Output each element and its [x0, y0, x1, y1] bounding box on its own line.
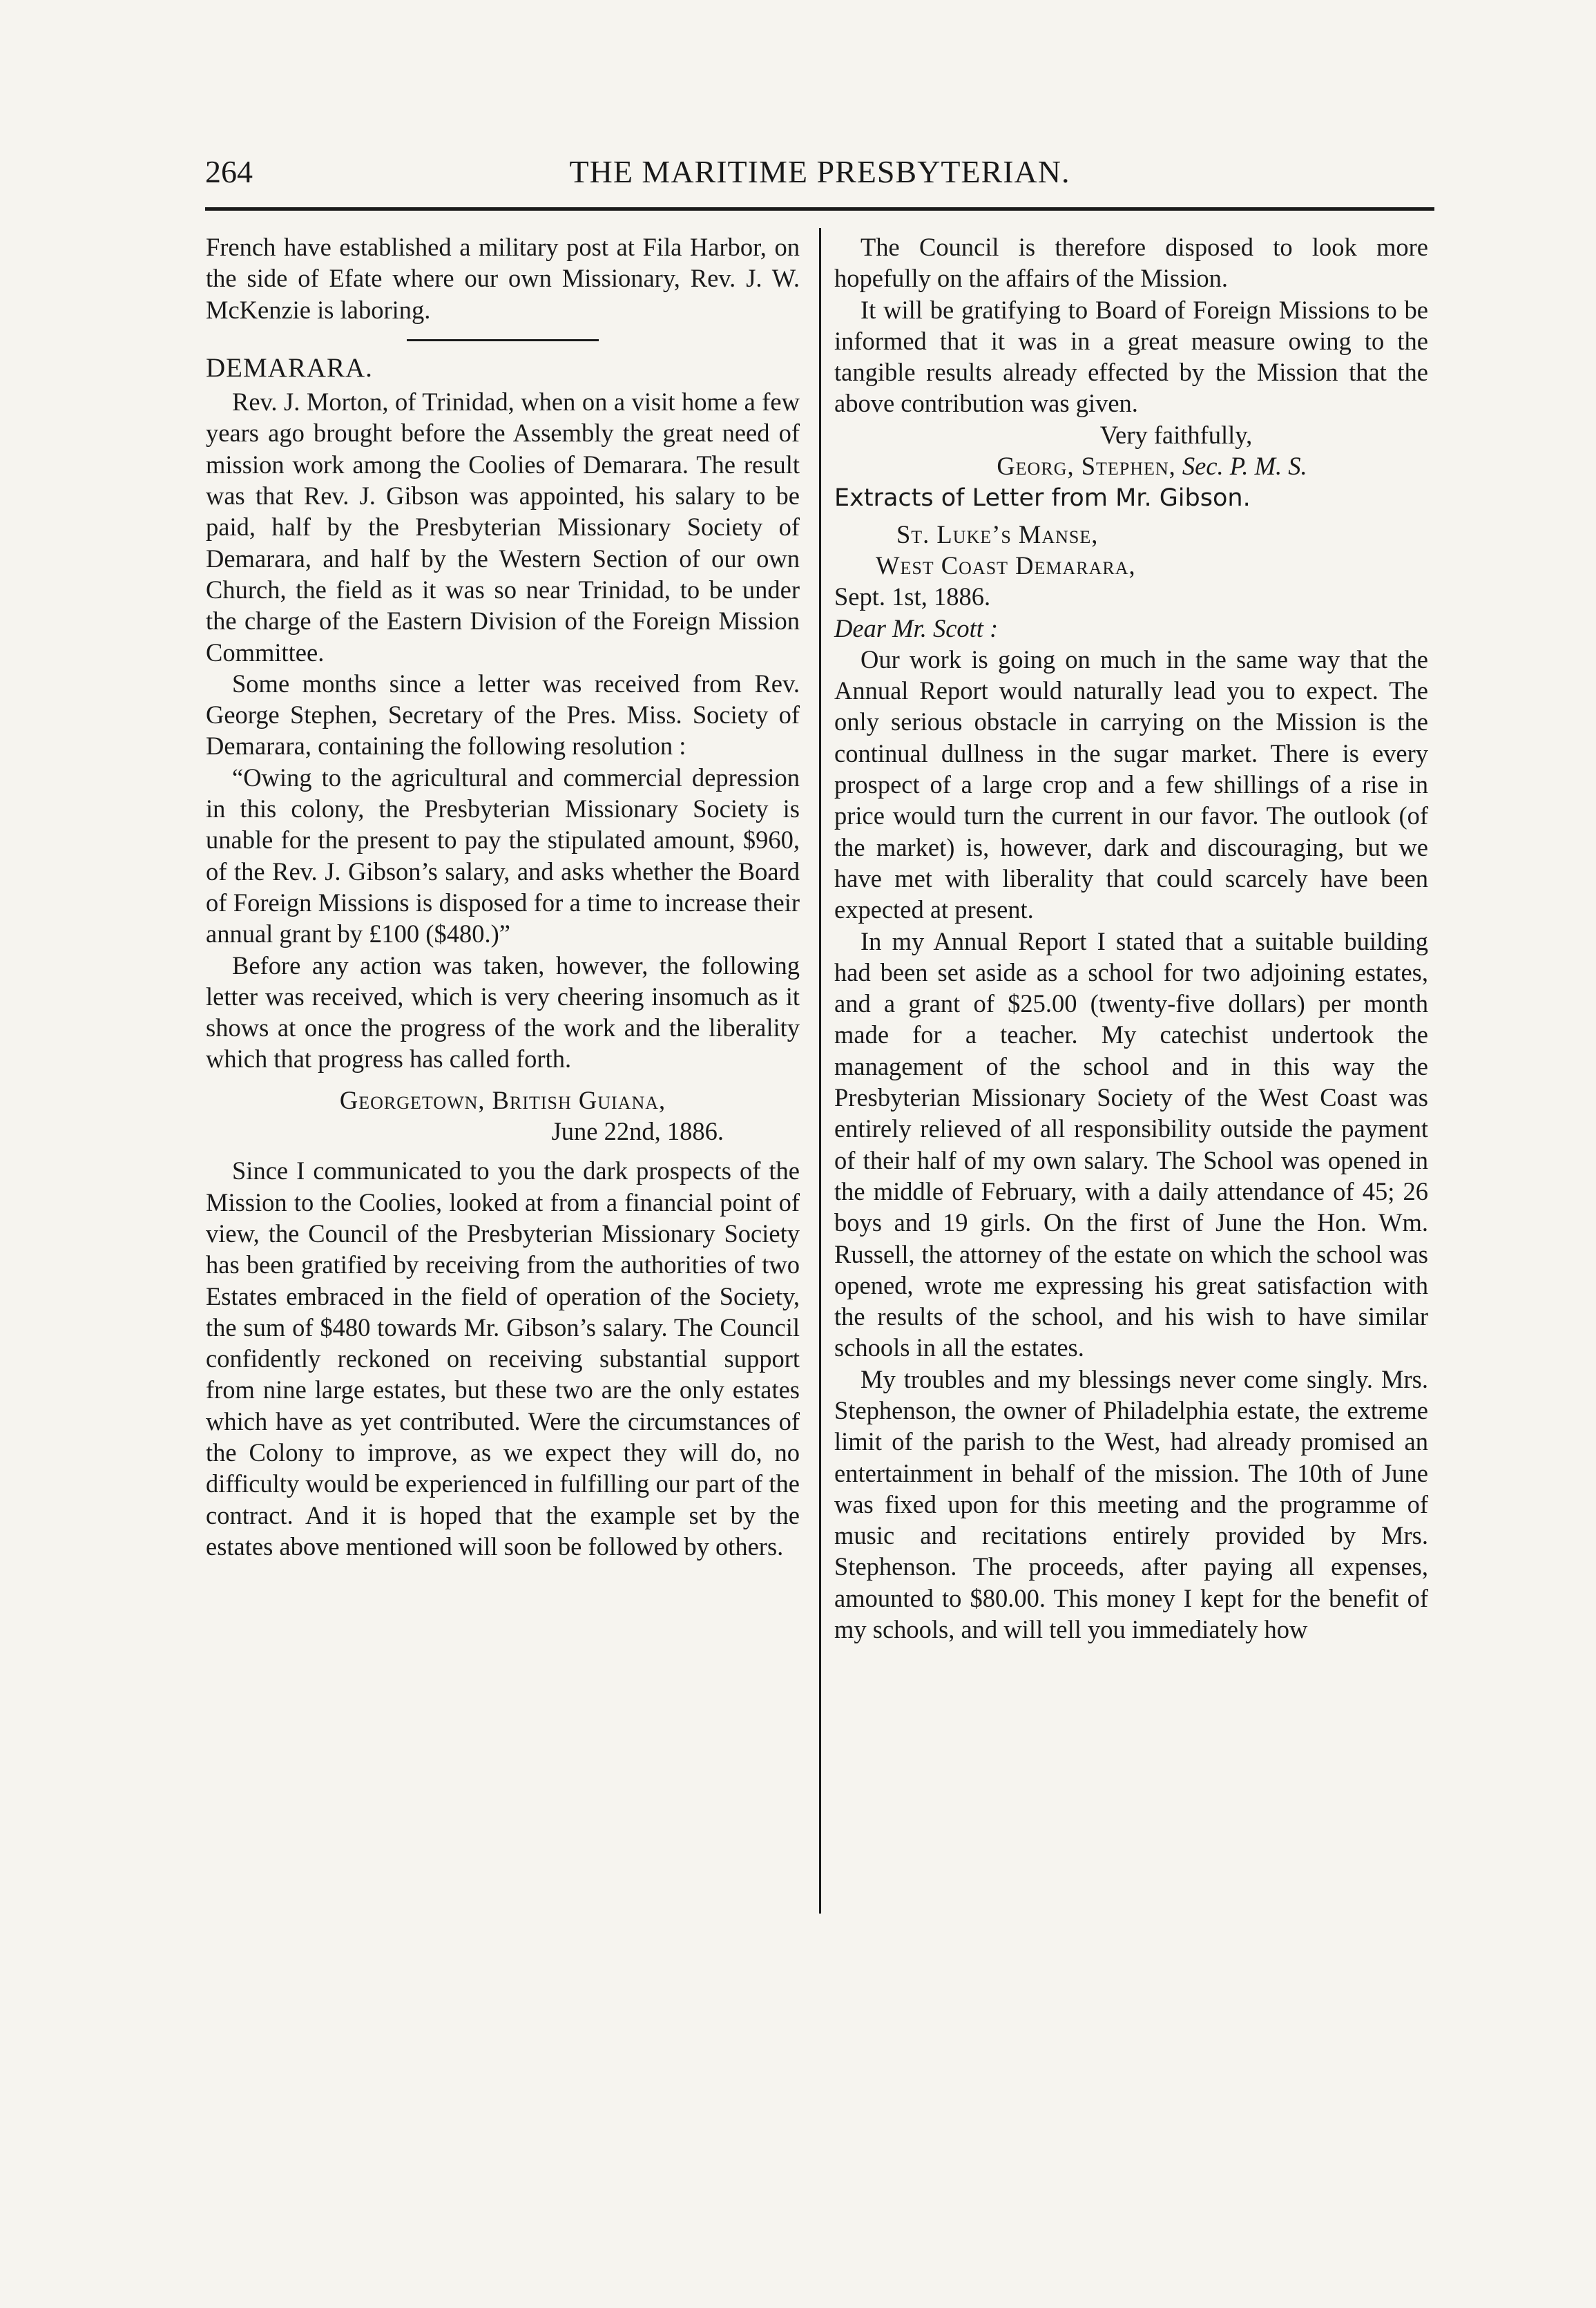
signature-name: Georg, Stephen,: [997, 452, 1176, 481]
section-heading-demarara: DEMARARA.: [206, 352, 373, 383]
paragraph: My troubles and my blessings never come singly. Mrs. Stephenson, the owner of Philadelphia estate, the extreme limit of the parish to the West, had already promised an entertainment in behalf of the mission. The 10th of June was fixed upon for this meeting and the programme of music and recitations entirely provided by Mrs. Stephenson. The proceeds, after paying all expenses, amounted to $80.00. This money I kept for the benefit of my schools, and will tell you immediately how: [834, 1364, 1428, 1644]
section-rule: [407, 339, 599, 341]
letter-closing: Very faithfully,: [1099, 420, 1253, 449]
dateline-place: Georgetown, British Guiana,: [339, 1085, 666, 1114]
letter-signature: [834, 450, 1428, 481]
right-column: [834, 231, 1428, 1645]
paragraph: French have established a military post at Fila Harbor, on the side of Efate where our own Missionary, Rev. J. W. McKenzie is laboring.: [206, 233, 800, 324]
paragraph: Since I communicated to you the dark prospects of the Mission to the Coolies, looked at from a financial point of view, the Council of the Presbyterian Missionary Society has been gratified by receiving from the authorities of two Estates embraced in the field of operation of the Society, the sum of $480 towards Mr. Gibson’s salary. The Council confidently reckoned on receiving substantial support from nine large estates, but these two are the only estates which have as yet contributed. Were the circumstances of the Colony to improve, as we expect they will do, no difficulty would be experienced in fulfilling our part of the contract. And it is hoped that the example set by the estates above mentioned will soon be followed by others.: [206, 1156, 800, 1561]
header-rule: [205, 207, 1434, 211]
paragraph: Rev. J. Morton, of Trinidad, when on a visit home a few years ago brought before the Assembly the great need of mission work among the Coolies of Demarara. The result was that Rev. J. Gibson was appointed, his salary to be paid, half by the Presbyterian Missionary Society of Demarara, and half by the Western Section of our own Church, the field as it was so near Trinidad, to be under the charge of the Eastern Division of the Foreign Mission Committee.: [206, 388, 800, 667]
address-line: St. Luke’s Manse,: [896, 519, 1099, 549]
page-header: [205, 153, 1434, 195]
paragraph: Our work is going on much in the same way that the Annual Report would naturally lead you to expect. The only serious obstacle in carrying on the Mission is the continual dullness in the sugar market. There is every prospect of a large crop and a few shillings of a rise in price would turn the current in our favor. The outlook (of the market) is, however, dark and discouraging, but we have met with liberality that could scarcely have been expected at present.: [834, 645, 1428, 924]
address-date: Sept. 1st, 1886.: [834, 582, 991, 611]
running-title: THE MARITIME PRESBYTERIAN.: [569, 154, 1070, 189]
page-number: 264: [205, 154, 253, 189]
paragraph: Some months since a letter was received from Rev. George Stephen, Secretary of the Pres. Miss. Society of Demarara, containing the following resolution :: [206, 669, 800, 761]
paragraph: It will be gratifying to Board of Foreign Missions to be informed that it was in a great measure owing to the tangible results already effected by the Mission that the above contribution was given.: [834, 295, 1428, 418]
salutation: Dear Mr. Scott :: [834, 613, 999, 642]
paragraph: Before any action was taken, however, the following letter was received, which is very cheering insomuch as it shows at once the progress of the work and the liberality which that progress has called forth.: [206, 951, 800, 1074]
dateline-date: June 22nd, 1886.: [551, 1117, 724, 1146]
signature-title: Sec. P. M. S.: [1182, 452, 1307, 481]
paragraph: In my Annual Report I stated that a suitable building had been set aside as a school for two adjoining estates, and a grant of $25.00 (twenty-five dollars) per month made for a teacher. My catechist undertook the management of the school and in this way the Presbyterian Missionary Society of the West Coast was entirely relieved of all responsibility outside the payment of their half of my own salary. The School was opened in the middle of February, with a daily attendance of 45; 26 boys and 19 girls. On the first of June the Hon. Wm. Russell, the attorney of the estate on which the school was opened, wrote me expressing his great satisfaction with the results of the school, and his wish to have similar schools in all the estates.: [834, 926, 1428, 1362]
quoted-resolution: “Owing to the agricultural and commercial depression in this colony, the Presbyterian Missionary Society is unable for the present to pay the stipulated amount, $960, of the Rev. J. Gibson’s salary, and asks whether the Board of Foreign Missions is disposed for a time to increase their annual grant by £100 ($480.)”: [206, 763, 800, 948]
left-column: [206, 231, 800, 1562]
paragraph: The Council is therefore disposed to look more hopefully on the affairs of the Mission.: [834, 233, 1428, 293]
column-divider: [819, 228, 821, 1914]
section-heading-extracts: Extracts of Letter from Mr. Gibson.: [834, 484, 1251, 513]
address-line: West Coast Demarara,: [876, 551, 1136, 580]
